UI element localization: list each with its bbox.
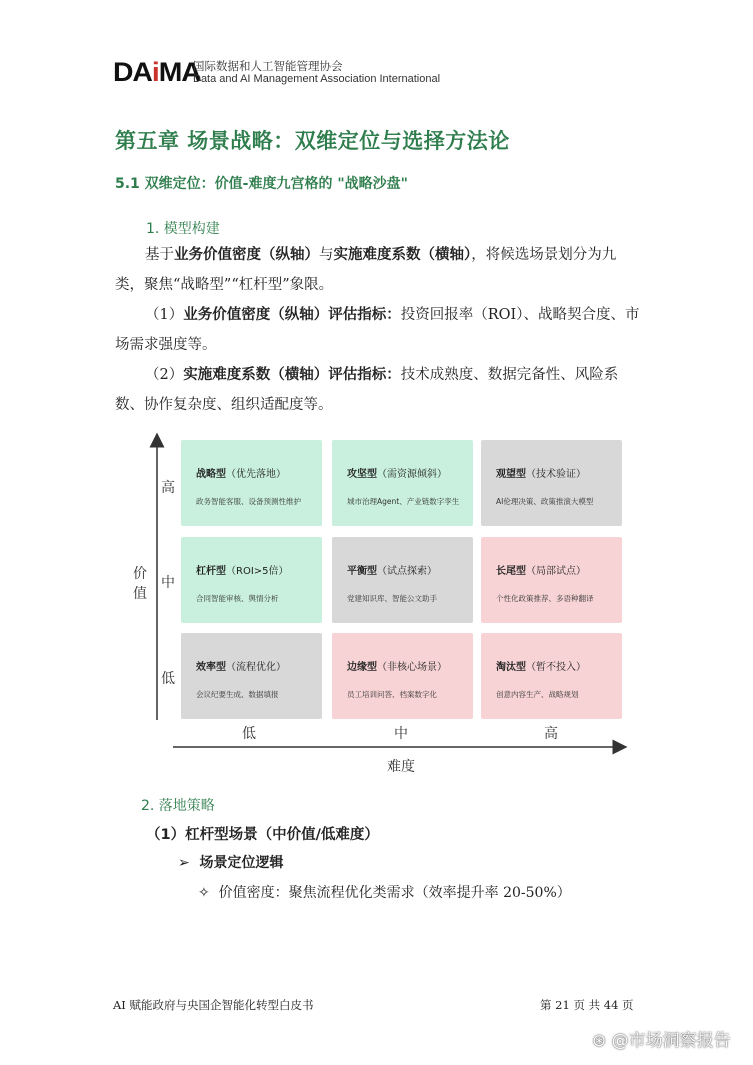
paragraph-intro: 基于业务价值密度（纵轴）与实施难度系数（横轴），将候选场景划分为九类，聚焦“战略型”“杠杆型”象限。 [115, 247, 617, 293]
grid-cell-title: 边缘型（非核心场景） [347, 662, 447, 673]
subsection-model: 1. 模型构建 [146, 221, 220, 237]
paragraph-difficulty-metrics: （2）实施难度系数（横轴）评估指标：技术成熟度、数据完备性、风险系数、协作复杂度、组织适配度等。 [115, 367, 619, 413]
star-bullet-icon: ✧ [198, 885, 210, 901]
case-title-leverage: （1）杠杆型场景（中价值/低难度） [146, 827, 379, 843]
grid-cell [332, 440, 473, 526]
grid-cell-title: 战略型（优先落地） [196, 469, 286, 480]
arrow-bullet-icon: ➢ [178, 855, 190, 871]
y-tick-high: 高 [161, 480, 175, 496]
grid-cell-desc: 员工培训问答、档案数字化 [347, 690, 437, 699]
y-axis-label-2: 值 [133, 586, 147, 602]
grid-cell [481, 440, 622, 526]
grid-cell-title: 淘汰型（暂不投入） [496, 662, 586, 673]
grid-cell [481, 633, 622, 719]
watermark-logo-icon: ⊛ [592, 1031, 607, 1051]
grid-cell-desc: AI伦理决策、政策推演大模型 [496, 497, 594, 506]
x-tick-mid: 中 [394, 726, 408, 742]
grid-cell-desc: 个性化政策推荐、多语种翻译 [496, 594, 594, 603]
grid-cell-desc: 会议纪要生成、数据填报 [196, 690, 279, 699]
y-tick-mid: 中 [161, 575, 175, 591]
subsection-strategy: 2. 落地策略 [141, 798, 215, 814]
grid-cell-title: 攻坚型（需资源倾斜） [347, 469, 447, 480]
paragraph-value-metrics: （1）业务价值密度（纵轴）评估指标：投资回报率（ROI）、战略契合度、市场需求强度等。 [115, 307, 640, 353]
footer-title: AI 赋能政府与央国企智能化转型白皮书 [113, 998, 314, 1012]
grid-cell-title: 长尾型（局部试点） [496, 566, 586, 577]
value-difficulty-grid [115, 420, 645, 780]
grid-cell-title: 杠杆型（ROI>5倍） [196, 566, 289, 577]
value-density-bullet: ✧ 价值密度：聚焦流程优化类需求（效率提升率 20-50%） [198, 885, 571, 901]
x-tick-low: 低 [242, 726, 256, 742]
y-axis-label-1: 价 [133, 566, 147, 582]
grid-cell-title: 平衡型（试点探索） [347, 566, 437, 577]
x-tick-high: 高 [544, 726, 558, 742]
logic-heading: ➢ 场景定位逻辑 [178, 855, 284, 871]
org-name-en: Data and AI Management Association International [193, 73, 441, 85]
grid-cell [181, 440, 322, 526]
grid-cell [181, 633, 322, 719]
grid-cell-desc: 政务智能客服、设备预测性维护 [196, 497, 301, 506]
chapter-title: 第五章 场景战略：双维定位与选择方法论 [115, 129, 510, 153]
grid-cell-desc: 创意内容生产、战略规划 [496, 690, 579, 699]
grid-cell-desc: 城市治理Agent、产业链数字孪生 [347, 497, 460, 506]
grid-cell-title: 效率型（流程优化） [196, 662, 286, 673]
org-name-cn: 国际数据和人工智能管理协会 [193, 59, 343, 73]
grid-cell [332, 633, 473, 719]
daima-logo: DAiMA [113, 57, 201, 87]
grid-cell [181, 537, 322, 623]
grid-cell-title: 观望型（技术验证） [496, 469, 586, 480]
x-axis-label: 难度 [387, 759, 415, 775]
watermark: ⊛ @市场洞察报告 [592, 1031, 731, 1051]
grid-cell-desc: 党建知识库、智能公文助手 [347, 594, 437, 603]
grid-cell-desc: 合同智能审核、舆情分析 [196, 594, 279, 603]
section-title: 5.1 双维定位：价值-难度九宫格的 "战略沙盘" [115, 176, 408, 192]
grid-cell [332, 537, 473, 623]
y-tick-low: 低 [161, 671, 175, 687]
grid-cell [481, 537, 622, 623]
footer-page-number: 第 21 页 共 44 页 [540, 998, 634, 1012]
